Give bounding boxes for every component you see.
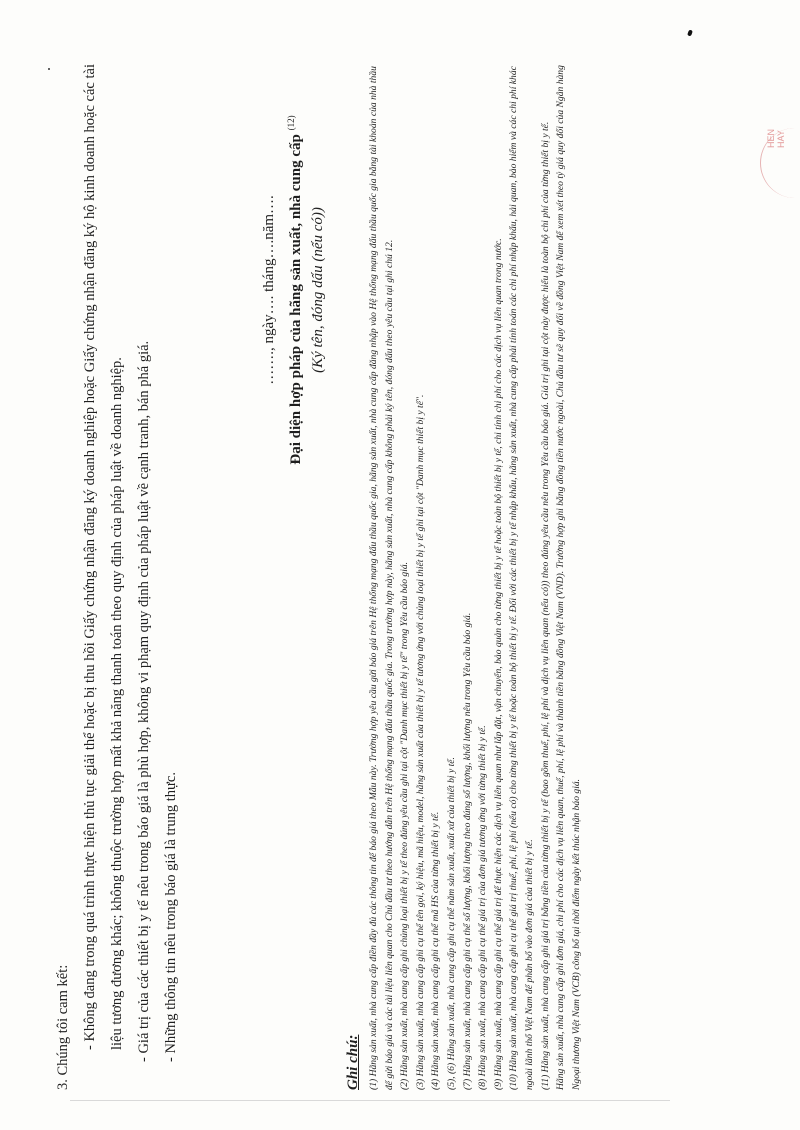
page-bottom-rule [70,1100,670,1101]
commitment-line-1: - Không đang trong quá trình thực hiện thủ tục giải thể hoặc bị thu hồi Giấy chứng nhận đăng ký doanh nghiệp hoặc Giấy chứng nhận đăng ký hộ kinh doanh hoặc các tài liệu tương đương khác; không thuộc trường hợp mất khả năng thanh toán theo quy định của pháp luật về doanh nghiệp. [82,64,125,1050]
note-item: (9) Hãng sản xuất, nhà cung cấp ghi cụ thể giá trị để thực hiện các dịch vụ liên quan như lắp đặt, vận chuyển, bảo quản cho từng thiết bị y tế hoặc toàn bộ thiết bị y tế, chi tính chi phí cho các dịch vụ liên quan trong nước. [492,238,504,1090]
note-item: (7) Hãng sản xuất, nhà cung cấp ghi cụ thể số lượng, khối lượng theo đúng số lượng, khối lượng nêu trong Yêu cầu báo giá. [461,612,473,1090]
note-item: (3) Hãng sản xuất, nhà cung cấp ghi cụ thể tên gọi, ký hiệu, mã hiệu, model, hãng sản xuất của thiết bị y tế tương ứng với chủng loại thiết bị y tế ghi tại cột "Danh mục thiết bị y tế". [414,394,426,1090]
ink-speck [687,29,693,36]
note-item: (8) Hãng sản xuất, nhà cung cấp ghi cụ thể giá trị của đơn giá tương ứng với từng thiết bị y tế. [477,725,489,1090]
representative-note-ref: (12) [286,115,296,131]
note-item: (11) Hãng sản xuất, nhà cung cấp ghi giá trị bằng tiền của từng thiết bị y tế (bao gồm thuế, phí, lệ phí và dịch vụ liên quan (nếu có)) theo đúng yêu cầu nêu trong Yêu cầu báo giá. Giá trị ghi tại cột này được hiểu là toàn bộ chi phí của từng thiết bị y tế. [539,121,551,1090]
commitment-line-2: - Giá trị của các thiết bị y tế nêu trong báo giá là phù hợp, không vi phạm quy định của pháp luật về cạnh tranh, bán phá giá. [136,340,152,1062]
signature-seal-instruction: (Ký tên, đóng dấu (nếu có)) [310,207,326,373]
commitment-section [50,60,185,1090]
signature-date: ……., ngày…. tháng….năm…. [261,195,277,385]
commitment-heading: 3. Chúng tôi cam kết: [55,964,71,1090]
rotated-content [50,60,750,1090]
notes-title: Ghi chú: [345,1034,361,1090]
note-item: (1) Hãng sản xuất, nhà cung cấp điền đầy đủ các thông tin để báo giá theo Mẫu này. Trường hợp yêu cầu gửi báo giá trên Hệ thống mạng đấu thầu quốc gia, hãng sản xuất, nhà cung cấp đăng nhập vào Hệ thống mạng đấu thầu quốc gia bằng tài khoản của nhà thầu để gửi báo giá và các tài liệu liên quan cho Chủ đầu tư theo hướng dẫn trên Hệ thống mạng đấu thầu quốc gia. Trong trường hợp này, hãng sản xuất, nhà cung cấp không phải ký tên, đóng dấu theo yêu cầu tại ghi chú 12. [368,66,395,1090]
signature-block [258,110,329,470]
commitment-line-3: - Những thông tin nêu trong báo giá là trung thực. [163,772,179,1062]
note-item: (2) Hãng sản xuất, nhà cung cấp ghi chủng loại thiết bị y tế theo đúng yêu cầu ghi tại cột "Danh mục thiết bị y tế" trong Yêu cầu báo giá. [399,561,411,1090]
representative-label: Đại diện hợp pháp của hãng sản xuất, nhà cung cấp [288,134,304,465]
note-item: (5), (6) Hãng sản xuất, nhà cung cấp ghi cụ thể năm sản xuất, xuất xứ của thiết bị y tế. [445,757,457,1090]
note-item: Hãng sản xuất, nhà cung cấp ghi đơn giá, chi phí cho các dịch vụ liên quan, thuế, phí, lệ phí và thành tiền bằng đồng Việt Nam (VND). Trường hợp ghi bằng đồng tiền nước ngoài, Chủ đầu tư sẽ quy đổi về đồng Việt Nam để xem xét theo tỷ giá quy đổi của Ngân hàng Ngoại thương Việt Nam (VCB) công bố tại thời điểm ngày kết thúc nhận báo giá. [555,65,582,1090]
margin-stamp-text: HEN HAY [766,128,786,148]
note-item: (10) Hãng sản xuất, nhà cung cấp ghi cụ thể giá trị thuế, phí, lệ phí (nếu có) cho từng thiết bị y tế hoặc toàn bộ thiết bị y tế. Đối với các thiết bị y tế nhập khẩu, hãng sản xuất, nhà cung cấp phải tính toán các chi phí nhập khẩu, hải quan, bảo hiểm và các chi phí khác ngoài lãnh thổ Việt Nam để phân bổ vào đơn giá của thiết bị y tế. [508,66,535,1090]
notes-section [342,60,584,1090]
signature-representative [280,110,307,470]
note-item: (4) Hãng sản xuất, nhà cung cấp ghi cụ thể mã HS của từng thiết bị y tế. [430,811,442,1090]
